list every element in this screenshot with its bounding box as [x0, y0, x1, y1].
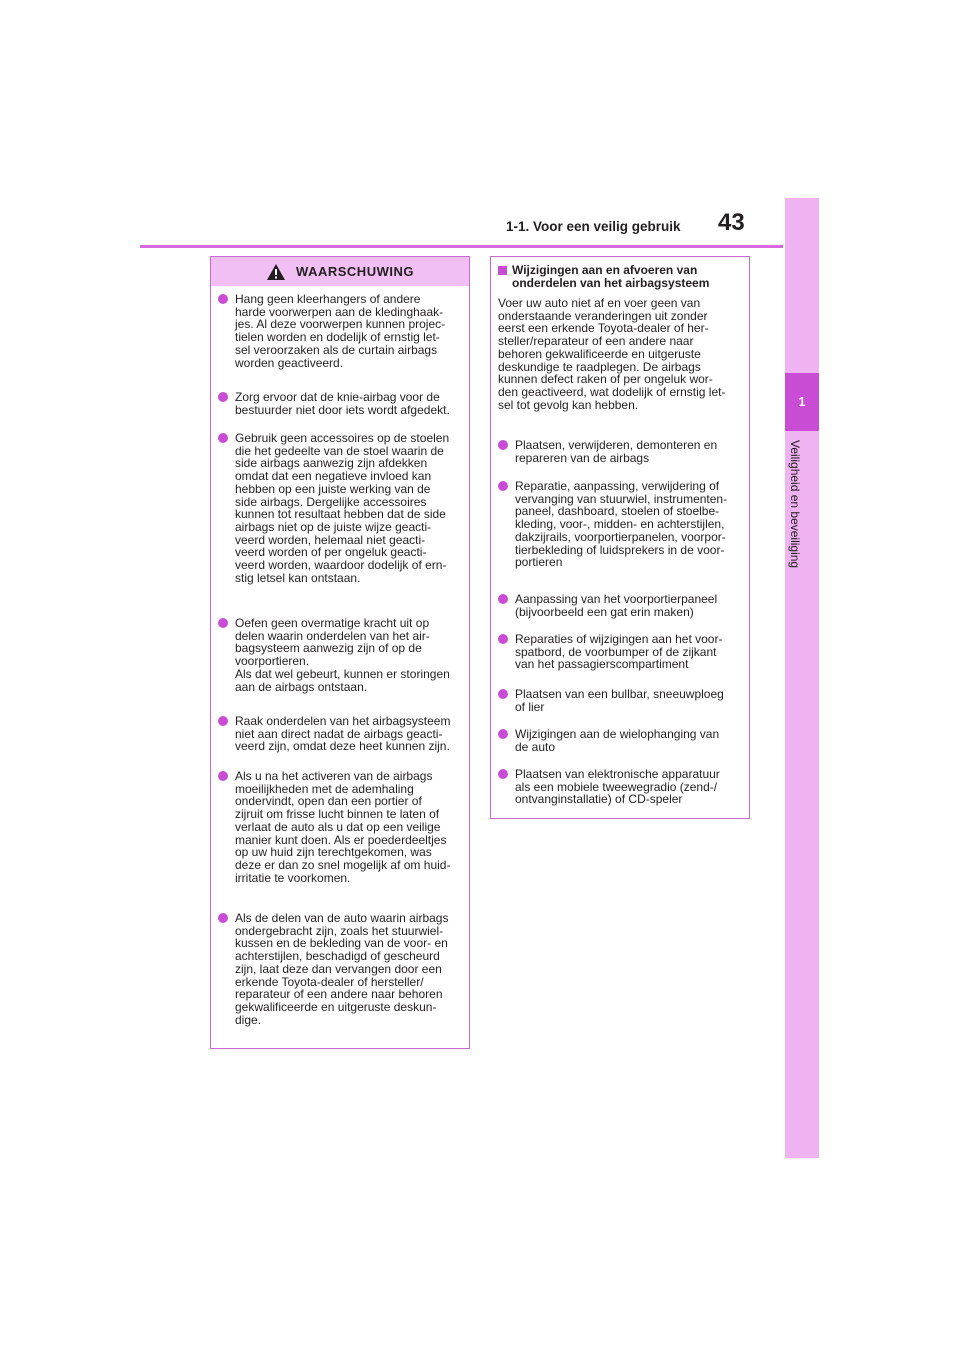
- bullet-icon: [218, 716, 228, 726]
- bullet-icon: [218, 392, 228, 402]
- bullet-icon: [498, 594, 508, 604]
- bullet-icon: [498, 481, 508, 491]
- square-bullet-icon: [498, 266, 507, 275]
- section-item-text: Plaatsen van een bullbar, sneeuwploeg of lier: [515, 687, 724, 714]
- warning-title: WAARSCHUWING: [296, 264, 414, 279]
- section-intro: Voer uw auto niet af en voer geen van onderstaande veranderingen uit zonder eerst een erkende Toyota-dealer of her- steller/reparateur of een andere naar behoren gekwalificeerde en uitgeruste deskundige te raadplegen. De airbags kunnen defect raken of per ongeluk wor- den geactiveerd, wat dodelijk of ernstig let- sel tot gevolg kan hebben.: [498, 296, 726, 412]
- warning-item-text: Zorg ervoor dat de knie-airbag voor de bestuurder niet door iets wordt afgedekt.: [235, 390, 450, 417]
- bullet-icon: [498, 729, 508, 739]
- warning-item-text: Als u na het activeren van de airbags moeilijkheden met de ademhaling ondervindt, open dan een portier of zijruit om frisse lucht binnen te laten of verlaat de auto als u dat op een veilige manier kunt doen. Als er poederdeeltjes op uw huid zijn terechtgekomen, was deze er dan zo snel mogelijk af om huid- irritatie te voorkomen.: [235, 769, 451, 885]
- chapter-side-tab: [785, 198, 819, 1158]
- warning-box: [210, 256, 470, 1049]
- section-item-text: Plaatsen van elektronische apparatuur als een mobiele tweewegradio (zend-/ ontvanginstallatie) of CD-speler: [515, 767, 720, 807]
- warning-item-text: Raak onderdelen van het airbagsysteem niet aan direct nadat de airbags geacti- veerd zijn, omdat deze heet kunnen zijn.: [235, 714, 451, 754]
- warning-item-text: Oefen geen overmatige kracht uit op delen waarin onderdelen van het air- bagsysteem aanwezig zijn of op de voorportieren. Als dat wel gebeurt, kunnen er storingen aan de airbags ontstaan.: [235, 616, 450, 694]
- section-item-text: Reparaties of wijzigingen aan het voor- spatbord, de voorbumper of de zijkant van het passagierscompartiment: [515, 632, 723, 672]
- modification-info-box: [490, 256, 750, 819]
- bullet-icon: [498, 689, 508, 699]
- bullet-icon: [498, 440, 508, 450]
- chapter-number-tab: 1: [785, 373, 819, 431]
- bullet-icon: [218, 294, 228, 304]
- section-item-text: Wijzigingen aan de wielophanging van de auto: [515, 727, 720, 754]
- section-item-text: Plaatsen, verwijderen, demonteren en repareren van de airbags: [515, 438, 718, 465]
- warning-item-text: Hang geen kleerhangers of andere harde voorwerpen aan de kledinghaak- jes. Al deze voorwerpen kunnen projec- tielen worden en dodelijk of ernstig let- sel veroorzaken als de curtain airbags worden geactiveerd.: [235, 292, 446, 370]
- warning-item-text: Als de delen van de auto waarin airbags ondergebracht zijn, zoals het stuurwiel- kussen en de bekleding van de voor- en achterstijlen, beschadigd of gescheurd zijn, laat deze dan vervangen door een erkende Toyota-dealer of hersteller/ reparateur of een andere naar behoren gekwalificeerde en uitgeruste deskun- dige.: [235, 911, 449, 1027]
- section-item-text: Reparatie, aanpassing, verwijdering of vervanging van stuurwiel, instrumenten- paneel, dashboard, stoelen of stoelbe- kleding, voor-, midden- en achterstijlen, dakzijrails, voorportierpanelen, voorpor- tierbekleding of luidsprekers in de voor- portieren: [515, 479, 728, 570]
- bullet-icon: [218, 771, 228, 781]
- header-rule: [140, 245, 783, 248]
- bullet-icon: [498, 769, 508, 779]
- warning-item-text: Gebruik geen accessoires op de stoelen die het gedeelte van de stoel waarin de side airbags aanwezig zijn afdekken omdat dat een negatieve invloed kan hebben op een juiste werking van de side airbags. Dergelijke accessoires kunnen tot resultaat hebben dat de side airbags niet op de juiste wijze geacti- veerd worden, helemaal niet geacti- veerd worden of per ongeluk geacti- veerd worden, waardoor dodelijk of ern- stig letsel kan ontstaan.: [235, 431, 450, 585]
- section-heading-text: Wijzigingen aan en afvoeren van onderdelen van het airbagsysteem: [512, 263, 710, 290]
- bullet-icon: [218, 913, 228, 923]
- page-number: 43: [718, 209, 745, 236]
- warning-header: [211, 257, 469, 286]
- section-item-text: Aanpassing van het voorportierpaneel (bijvoorbeeld een gat erin maken): [515, 592, 718, 619]
- bullet-icon: [218, 433, 228, 443]
- bullet-icon: [218, 618, 228, 628]
- section-header-title: 1-1. Voor een veilig gebruik: [506, 219, 681, 234]
- warning-triangle-icon: [266, 263, 286, 281]
- bullet-icon: [498, 634, 508, 644]
- chapter-side-label: Veiligheid en beveiliging: [788, 440, 802, 569]
